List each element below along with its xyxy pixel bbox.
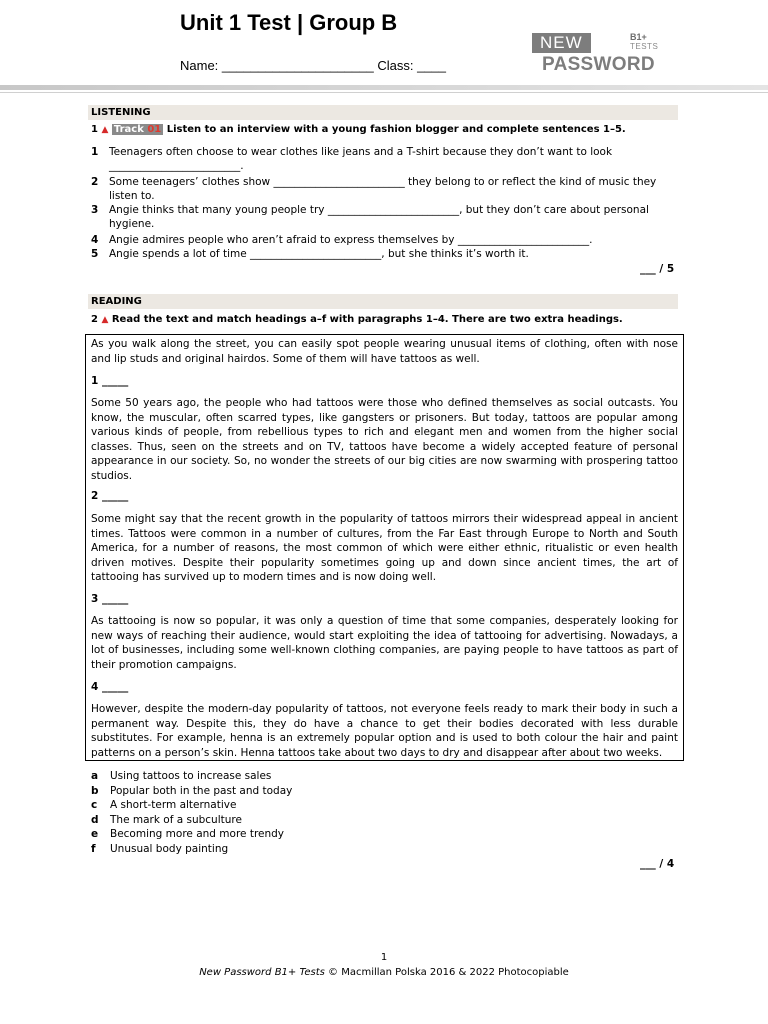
instruction-text: Listen to an interview with a young fashion blogger and complete sentences 1–5. xyxy=(166,124,626,135)
header-rule xyxy=(0,85,768,90)
page-number: 1 xyxy=(380,952,388,963)
option-letter: c xyxy=(91,799,98,811)
header-rule-thin xyxy=(0,92,768,93)
item-number: 3 xyxy=(91,204,99,216)
item-text: Angie spends a lot of time _________________________, but she thinks it’s worth it. xyxy=(109,248,529,260)
listening-item xyxy=(91,233,681,247)
option-text: A short-term alternative xyxy=(110,799,237,811)
book-title: New Password B1+ Tests xyxy=(199,967,325,978)
paragraph-text: Some might say that the recent growth in the popularity of tattoos mirrors their widespread appeal in ancient times. Tattoos were common in a number of cultures, from the Far East through Europe to North and South America, for a number of reasons, the most common of which were either ethnic, ritualistic or even health driven motives. Despite their popularity sometimes going up and down since ancient times, the art of tattooing has survived up to modern times and is now doing well. xyxy=(91,513,678,584)
heading-option xyxy=(91,827,284,842)
option-text: Becoming more and more trendy xyxy=(110,828,285,840)
paragraph-text: However, despite the modern-day popularity of tattoos, not everyone feels ready to mark their body in such a permanent way. Despite this, they do have a chance to get their bodies decorated with less durable substitutes. For example, henna is an extremely popular option and is used to both colour the hair and paint patterns on a person’s skin. Henna tattoos take about two days to dry and disappear after about two weeks. xyxy=(91,703,678,759)
paragraph-text: Some 50 years ago, the people who had tattoos were those who defined themselves as social outcasts. You know, the muscular, often scarred types, like gangsters or prisoners. But today, tattoos are popular among various kinds of people, from rebellious types to rich and elegant men and women from the higher social classes. Thus, seen on the streets and on TV, tattoos have become a widely accepted feature of personal appearance in our society. So, no wonder the streets of our big cities are now swarming with prospering tattoo studios. xyxy=(91,397,678,482)
reading-score: ___ / 4 xyxy=(640,858,675,870)
option-text: Using tattoos to increase sales xyxy=(110,770,272,782)
track-word: Track xyxy=(113,124,144,135)
reading-instruction xyxy=(91,314,623,325)
paragraph-text: As tattooing is now so popular, it was only a question of time that some companies, desperately looking for new ways of reaching their audience, would start exploiting the idea of tattooing for advertising. Nowadays, a lot of businesses, including some well-known clothing companies, are paying people to have tattoos as part of their promotion campaigns. xyxy=(91,615,678,671)
reading-heading: READING xyxy=(88,294,678,309)
task-number: 1 xyxy=(91,124,98,135)
logo-password: PASSWORD xyxy=(542,54,655,75)
listening-score: ___ / 5 xyxy=(640,263,675,275)
name-class-line: Name: _____________________ Class: ____ xyxy=(180,58,446,73)
option-text: Unusual body painting xyxy=(110,843,229,855)
option-letter: f xyxy=(91,843,96,855)
option-letter: d xyxy=(91,814,99,826)
option-letter: a xyxy=(91,770,99,782)
item-text: Teenagers often choose to wear clothes like jeans and a T-shirt because they don’t want to look _________________________. xyxy=(109,146,613,173)
item-text: Angie admires people who aren’t afraid to express themselves by _________________________. xyxy=(109,234,593,246)
item-number: 5 xyxy=(91,248,99,260)
copyright: © Macmillan Polska 2016 & 2022 Photocopiable xyxy=(328,967,569,978)
page-title: Unit 1 Test | Group B xyxy=(180,10,398,35)
footer xyxy=(0,967,768,978)
exam-hat-icon: ▲ xyxy=(101,315,109,325)
paragraph-label: 1 _____ xyxy=(91,375,129,387)
heading-option xyxy=(91,798,236,813)
paragraph-label: 3 _____ xyxy=(91,593,129,605)
new-password-logo xyxy=(532,33,664,75)
logo-tests: TESTS xyxy=(630,42,659,51)
listening-item xyxy=(91,175,681,204)
option-text: Popular both in the past and today xyxy=(110,785,293,797)
logo-level: B1+ xyxy=(630,32,647,42)
item-number: 4 xyxy=(91,234,99,246)
option-letter: b xyxy=(91,785,99,797)
listening-item xyxy=(91,145,681,174)
heading-option xyxy=(91,784,292,799)
item-text: Angie thinks that many young people try _________________________, but they don’t care about personal hygiene. xyxy=(109,204,649,231)
paragraph-label: 2 _____ xyxy=(91,490,129,502)
heading-option xyxy=(91,769,271,784)
listening-item xyxy=(91,203,681,232)
task-number: 2 xyxy=(91,314,98,325)
option-text: The mark of a subculture xyxy=(110,814,242,826)
reading-intro: As you walk along the street, you can easily spot people wearing unusual items of clothing, often with nose and lip studs and original hairdos. Some of them will have tattoos as well. xyxy=(91,338,678,365)
listening-instruction xyxy=(91,124,626,135)
track-label[interactable] xyxy=(112,124,163,135)
option-letter: e xyxy=(91,828,99,840)
heading-option xyxy=(91,842,228,857)
paragraph-label: 4 _____ xyxy=(91,681,129,693)
logo-new: NEW xyxy=(532,33,591,53)
item-text: Some teenagers’ clothes show _________________________ they belong to or reflect the kind of music they listen to. xyxy=(109,176,657,203)
item-number: 1 xyxy=(91,146,99,158)
listening-heading: LISTENING xyxy=(88,105,678,120)
track-number: 01 xyxy=(147,124,162,135)
exam-hat-icon: ▲ xyxy=(101,125,109,135)
item-number: 2 xyxy=(91,176,99,188)
instruction-text: Read the text and match headings a–f with paragraphs 1–4. There are two extra headings. xyxy=(111,314,623,325)
listening-item xyxy=(91,247,681,261)
heading-option xyxy=(91,813,242,828)
